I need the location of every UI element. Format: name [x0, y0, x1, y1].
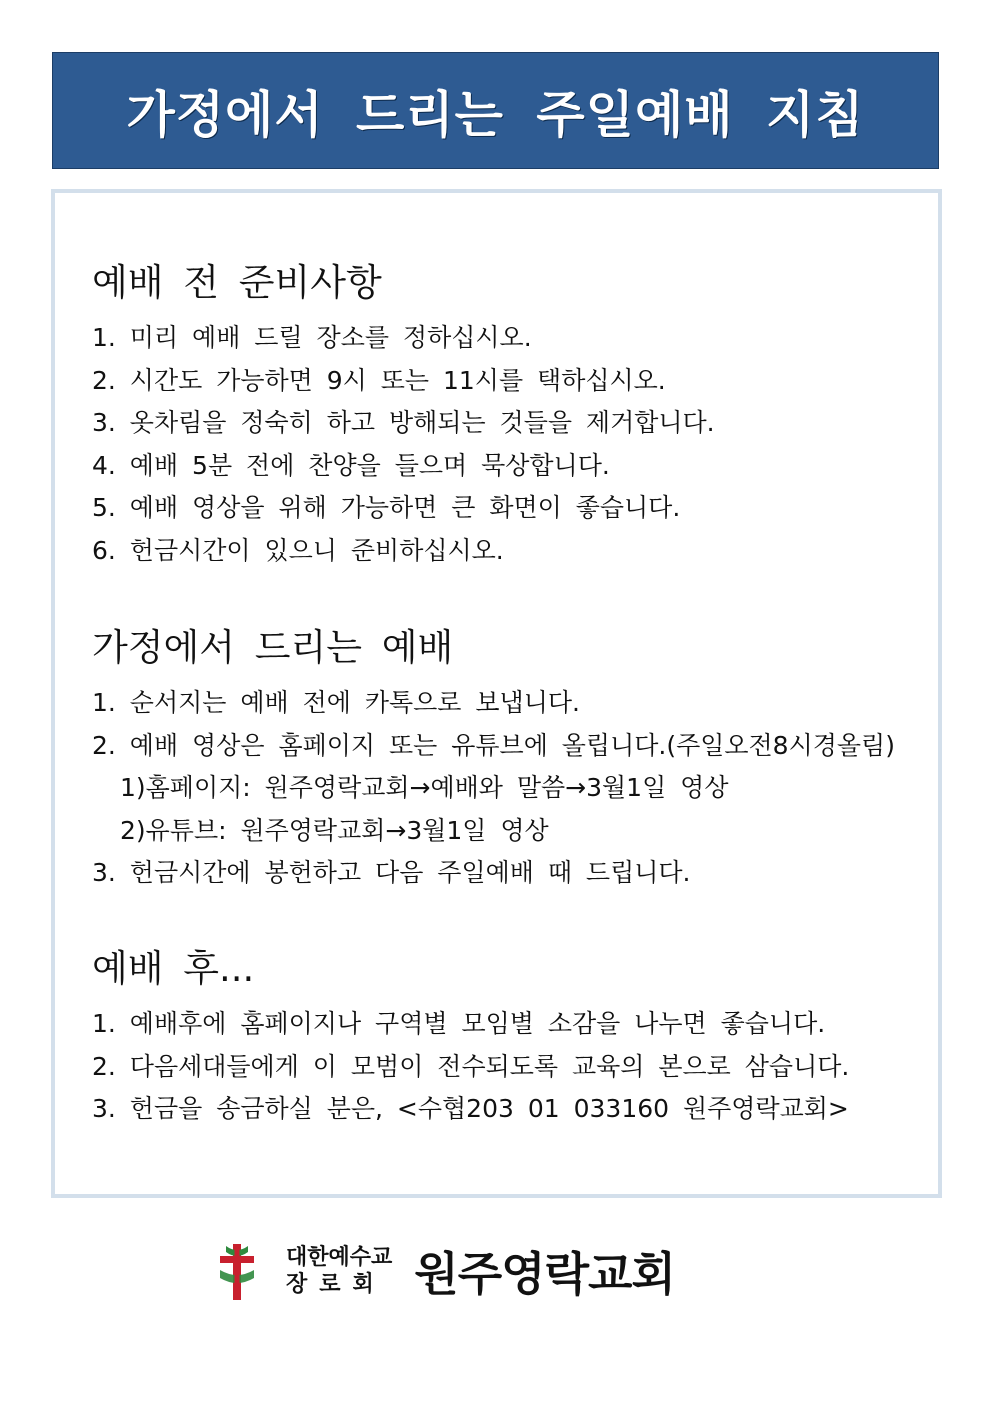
title-banner — [52, 52, 939, 169]
content-box — [51, 189, 942, 1198]
list-item: 3. 헌금시간에 봉헌하고 다음 주일예배 때 드립니다. — [92, 858, 691, 888]
denomination-label — [286, 1244, 392, 1298]
section-after-worship — [92, 945, 932, 1131]
list-item: 2. 다음세대들에게 이 모범이 전수되도록 교육의 본으로 삼습니다. — [92, 1051, 850, 1081]
item-list — [92, 317, 932, 573]
section-heading: 가정에서 드리는 예배 — [92, 626, 454, 669]
list-item: 5. 예배 영상을 위해 가능하면 큰 화면이 좋습니다. — [92, 493, 681, 523]
section-preparation — [92, 259, 932, 573]
section-home-worship — [92, 624, 932, 895]
list-item: 1. 순서지는 예배 전에 카톡으로 보냅니다. — [92, 688, 580, 717]
denomination-line1: 대한예수교 — [286, 1245, 393, 1270]
church-footer — [214, 1238, 675, 1304]
section-heading: 예배 전 준비사항 — [92, 261, 382, 304]
list-item: 1. 예배후에 홈페이지나 구역별 모임별 소감을 나누면 좋습니다. — [92, 1009, 826, 1038]
denomination-line2: 장로회 — [286, 1272, 386, 1297]
page-title: 가정에서 드리는 주일예배 지침 — [126, 85, 865, 144]
list-item: 3. 헌금을 송금하실 분은, <수협203 01 033160 원주영락교회> — [92, 1094, 849, 1124]
list-item: 1. 미리 예배 드릴 장소를 정하십시오. — [92, 323, 532, 352]
list-subitem: 1)홈페이지: 원주영락교회→예배와 말씀→3월1일 영상 — [120, 773, 729, 803]
list-item: 3. 옷차림을 정숙히 하고 방해되는 것들을 제거합니다. — [92, 408, 715, 438]
list-item: 2. 시간도 가능하면 9시 또는 11시를 택하십시오. — [92, 365, 666, 395]
item-list — [92, 1003, 932, 1131]
section-heading: 예배 후... — [92, 947, 255, 990]
church-name: 원주영락교회 — [414, 1247, 675, 1301]
item-list — [92, 682, 932, 895]
list-item: 6. 헌금시간이 있으니 준비하십시오. — [92, 535, 504, 565]
list-subitem: 2)유튜브: 원주영락교회→3월1일 영상 — [120, 815, 549, 845]
list-item: 2. 예배 영상은 홈페이지 또는 유튜브에 올립니다.(주일오전8시경올림) — [92, 730, 895, 760]
list-item: 4. 예배 5분 전에 찬양을 들으며 묵상합니다. — [92, 450, 610, 480]
church-cross-logo-icon — [214, 1240, 260, 1302]
